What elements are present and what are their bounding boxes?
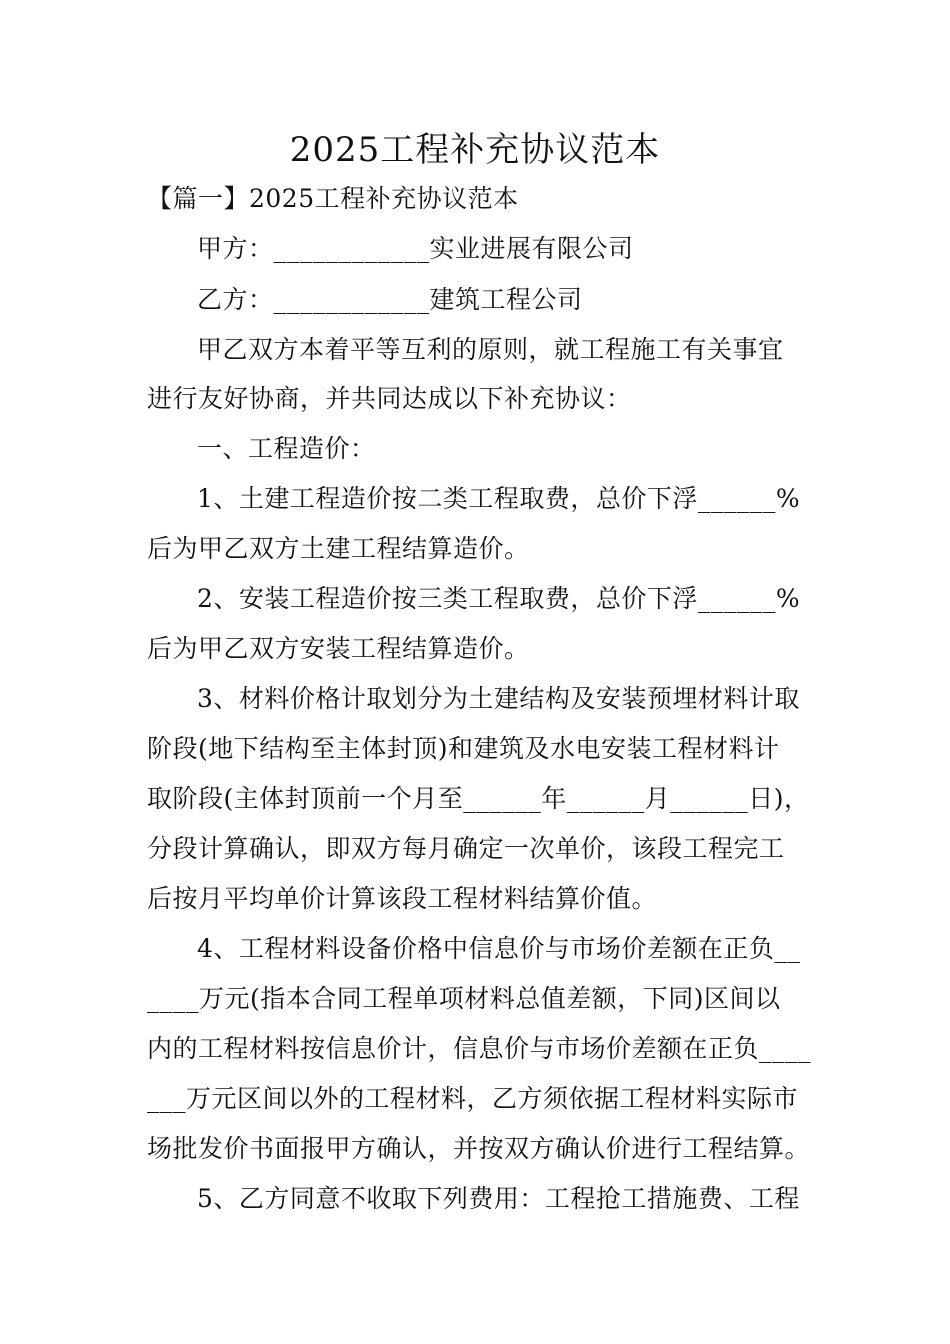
body-line: 场批发价书面报甲方确认，并按双方确认价进行工程结算。	[147, 1134, 811, 1163]
body-line: 后按月平均单价计算该段工程材料结算价值。	[147, 884, 658, 913]
body-line: 甲乙双方本着平等互利的原则，就工程施工有关事宜	[197, 335, 784, 364]
section-heading: 【篇一】2025工程补充协议范本	[147, 184, 519, 213]
body-line: 后为甲乙双方土建工程结算造价。	[147, 534, 530, 563]
body-line: ___万元区间以外的工程材料，乙方须依据工程材料实际市	[147, 1084, 799, 1113]
party-a-line: 甲方：____________实业进展有限公司	[197, 234, 634, 263]
document-title: 2025工程补充协议范本	[289, 130, 661, 170]
body-line: ____万元(指本合同工程单项材料总值差额，下同)区间以	[147, 984, 781, 1013]
body-line: 取阶段(主体封顶前一个月至______年______月______日)，	[147, 784, 810, 813]
clause-heading: 一、工程造价：	[197, 434, 376, 463]
party-b-line: 乙方：____________建筑工程公司	[197, 285, 583, 314]
body-line: 阶段(地下结构至主体封顶)和建筑及水电安装工程材料计	[147, 734, 780, 763]
body-line: 1、土建工程造价按二类工程取费，总价下浮______%	[197, 484, 801, 513]
body-line: 后为甲乙双方安装工程结算造价。	[147, 634, 530, 663]
body-line: 5、乙方同意不收取下列费用：工程抢工措施费、工程	[197, 1184, 800, 1213]
body-line: 进行友好协商，并共同达成以下补充协议：	[147, 384, 632, 413]
body-line: 4、工程材料设备价格中信息价与市场价差额在正负__	[197, 934, 801, 963]
body-line: 2、安装工程造价按三类工程取费，总价下浮______%	[197, 584, 801, 613]
body-line: 3、材料价格计取划分为土建结构及安装预埋材料计取	[197, 684, 800, 713]
body-line: 分段计算确认，即双方每月确定一次单价，该段工程完工	[147, 834, 785, 863]
body-line: 内的工程材料按信息价计，信息价与市场价差额在正负____	[147, 1034, 812, 1063]
